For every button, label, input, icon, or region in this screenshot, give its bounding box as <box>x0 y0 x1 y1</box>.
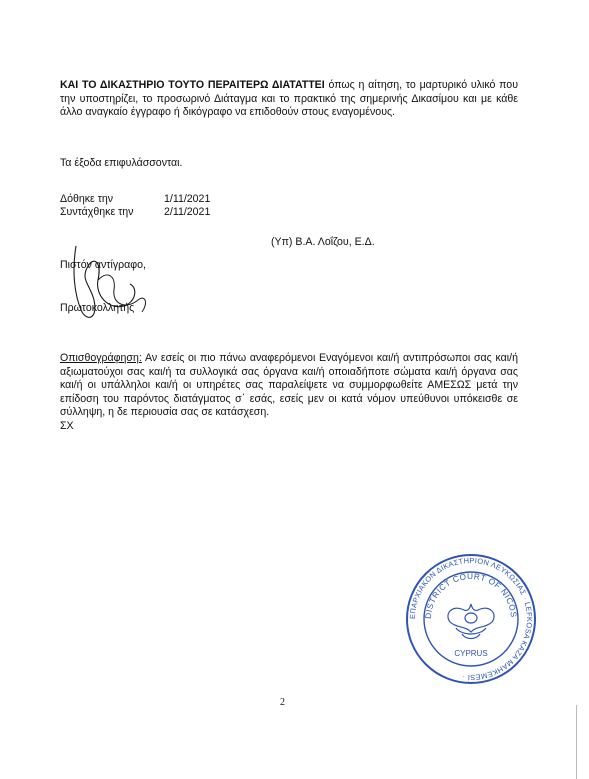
certified-copy-label: Πιστόν αντίγραφο, <box>60 259 146 271</box>
seal-country: CYPRUS <box>454 649 488 658</box>
endorsement-text: Αν εσείς οι πιο πάνω αναφερόμενοι Εναγόμενοι και/ή αντιπρόσωποι σας και/ή αξιωματούχοι σας και/ή τα συλλογικά σας όργανα και/ή οποιαδήποτε σώματα και/ή όργανα σας και/ή οι υπάλληλοι και/ή οι υπηρέτες σας παραλείψετε να συμμορφωθείτε ΑΜΕΣΩΣ μετά την επίδοση του παρόντος διατάγματος σ΄ εσάς, εσείς μεν οι κατά νόμον υπεύθυνοι υπόκεισθε σε σύλληψη, η δε περιουσία σας σε κατάσχεση. <box>60 352 518 418</box>
endorsement-label: Οπισθογράφηση: <box>60 352 142 364</box>
issued-label: Δόθηκε την <box>60 193 114 205</box>
order-paragraph <box>60 79 518 120</box>
order-heading: ΚΑΙ ΤΟ ΔΙΚΑΣΤΗΡΙΟ ΤΟΥΤΟ ΠΕΡΑΙΤΕΡΩ ΔΙΑΤΑΤΤΕΙ <box>60 79 325 91</box>
judge-signature-line: (Υπ) Β.Α. Λοΐζου, Ε.Δ. <box>271 236 375 248</box>
endorsement-initials: ΣΧ <box>60 419 74 432</box>
drafted-value: 2/11/2021 <box>164 206 211 218</box>
seal-outer-text: ΕΠΑΡΧΙΑΚΟΝ ΔΙΚΑΣΤΗΡΙΟΝ ΛΕΥΚΩΣΙΑΣ · LEFKOSA KAZA MAHKEMESİ · <box>407 555 535 683</box>
endorsement-paragraph <box>60 352 518 433</box>
page-number: 2 <box>280 697 285 708</box>
drafted-label: Συντάχθηκε την <box>60 206 134 218</box>
order-text: όπως η αίτηση, το μαρτυρικό υλικό που την υποστηρίζει, το προσωρινό Διάταγμα και το πρακτικό της σημερινής Δικασίμου και με κάθε άλλο αναγκαίο έγγραφο ή δικόγραφο να επιδοθούν στους εναγομένους. <box>60 79 518 118</box>
scan-edge-line <box>576 705 577 779</box>
issued-date-row <box>60 193 210 205</box>
cyprus-emblem-icon <box>448 604 494 639</box>
handwritten-signature <box>68 240 168 333</box>
issued-value: 1/11/2021 <box>164 193 211 205</box>
registrar-label: Πρωτοκολλητής <box>60 302 135 314</box>
costs-line: Τα έξοδα επιφυλάσσονται. <box>60 157 183 169</box>
drafted-date-row <box>60 206 210 218</box>
seal-inner-text: DISTRICT COURT OF NICOS <box>423 571 519 620</box>
court-seal-stamp <box>404 552 538 689</box>
